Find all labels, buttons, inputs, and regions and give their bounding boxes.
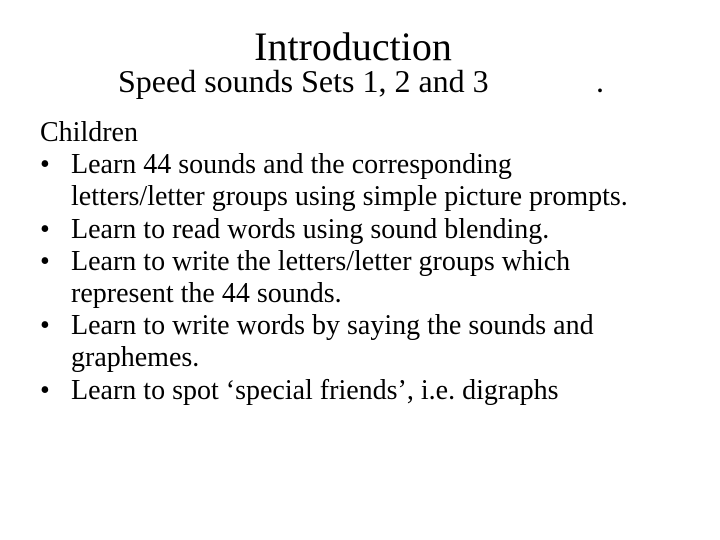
bullet-icon: • — [40, 213, 50, 245]
bullet-text: Learn to write the letters/letter groups which represent the 44 sounds. — [71, 245, 571, 310]
bullet-item — [40, 310, 651, 374]
bullet-text: Learn to read words using sound blending. — [71, 213, 550, 245]
bullet-item — [40, 246, 651, 310]
bullet-text: Learn to write words by saying the sounds and graphemes. — [71, 310, 594, 374]
bullet-text: Learn to spot ‘special friends’, i.e. digraphs — [71, 374, 559, 406]
bullet-item — [40, 214, 651, 246]
bullet-icon: • — [40, 245, 50, 277]
bullet-item — [40, 375, 651, 407]
bullet-text: Learn 44 sounds and the corresponding letters/letter groups using simple picture prompts. — [71, 149, 628, 213]
slide-subtitle: Speed sounds Sets 1, 2 and 3 — [118, 63, 489, 99]
trailing-dot: . — [596, 63, 604, 99]
bullet-list — [40, 149, 710, 407]
bullet-icon: • — [40, 149, 50, 181]
lead-text: Children — [40, 117, 138, 148]
slide-title: Introduction — [254, 24, 452, 69]
bullet-icon: • — [40, 310, 50, 342]
slide-body — [40, 117, 710, 407]
bullet-item — [40, 149, 651, 213]
bullet-icon: • — [40, 374, 50, 406]
